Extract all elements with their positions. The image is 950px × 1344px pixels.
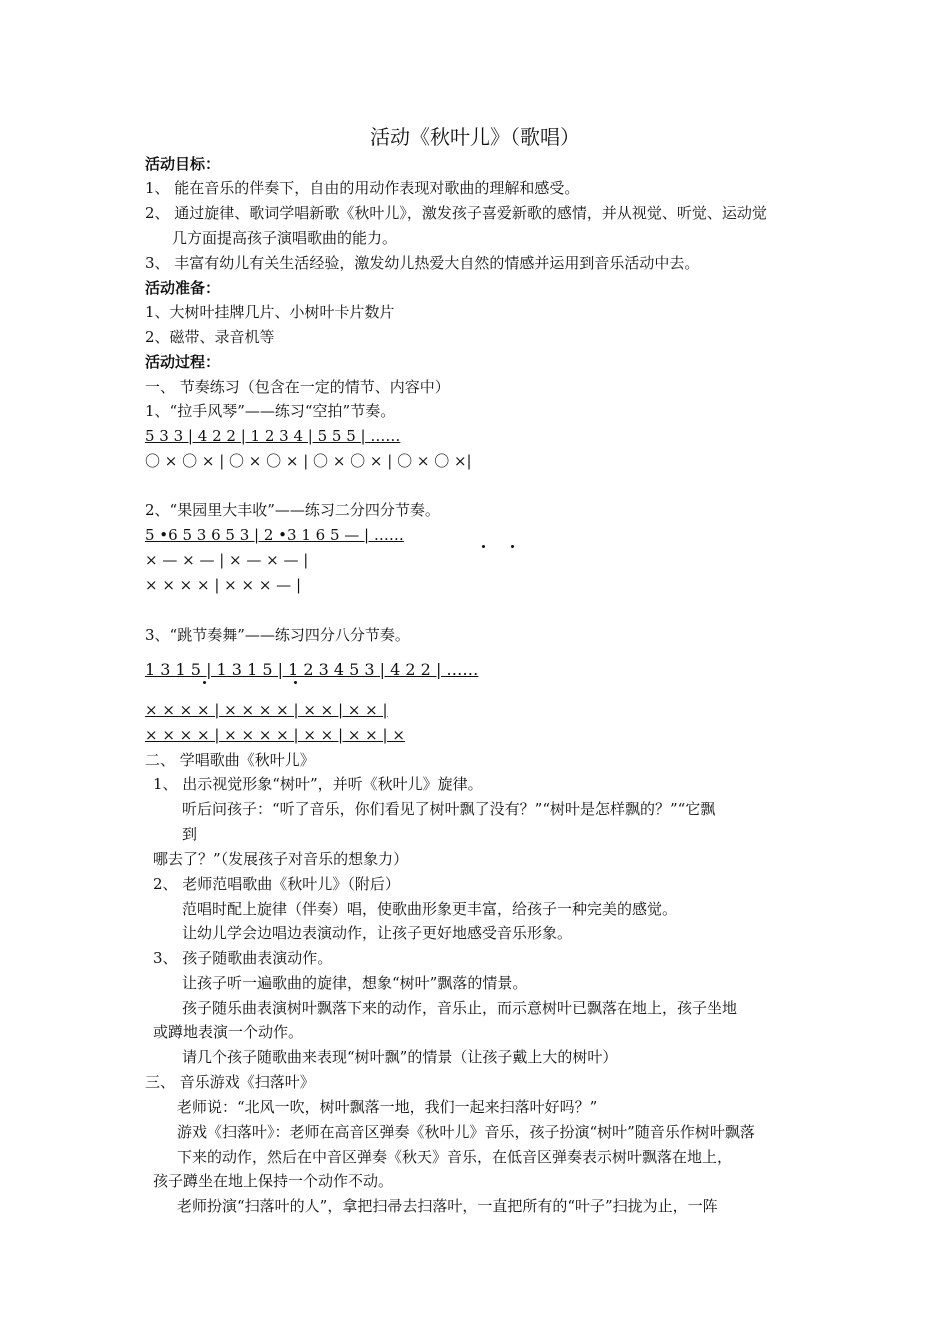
part2-line: 听后问孩子：“听了音乐，你们看见了树叶飘了没有？”“树叶是怎样飘的？”“它飘 (182, 800, 716, 818)
part3-title: 三、 音乐游戏《扫落叶》 (145, 1073, 315, 1091)
part1-title: 一、 节奏练习（包含在一定的情节、内容中） (145, 378, 450, 396)
goal-item-2: 2、 通过旋律、歌词学唱新歌《秋叶儿》，激发孩子喜爱新歌的感情，并从视觉、听觉、运动觉 (145, 204, 767, 222)
exercise2-rhythm-2: × × × × | × × × — | (145, 576, 301, 594)
goal-item-3: 3、 丰富有幼儿有关生活经验，激发幼儿热爱大自然的情感并运用到音乐活动中去。 (145, 254, 700, 272)
process-heading: 活动过程： (145, 353, 221, 371)
exercise1-rhythm: 〇 × 〇 × | 〇 × 〇 × | 〇 × 〇 × | 〇 × 〇 ×| (145, 452, 472, 470)
part2-line: 1、 出示视觉形象“树叶”，并听《秋叶儿》旋律。 (153, 775, 483, 793)
prep-item-2: 2、磁带、录音机等 (145, 328, 275, 346)
exercise1-title: 1、“拉手风琴”——练习“空拍”节奏。 (145, 402, 396, 420)
low-octave-dot (294, 681, 297, 684)
part2-line: 3、 孩子随歌曲表演动作。 (153, 949, 333, 967)
part2-line: 到 (182, 825, 198, 843)
part2-title: 二、 学唱歌曲《秋叶儿》 (145, 751, 315, 769)
prep-heading: 活动准备： (145, 279, 221, 297)
low-octave-dot (511, 545, 514, 548)
part3-line: 游戏《扫落叶》：老师在高音区弹奏《秋叶儿》音乐，孩子扮演“树叶”随音乐作树叶飘落 (177, 1123, 755, 1141)
goals-heading: 活动目标： (145, 155, 221, 173)
exercise3-rhythm-1: × × × × | × × × × | × × | × × | (145, 701, 388, 719)
part2-line: 哪去了？”（发展孩子对音乐的想象力） (153, 850, 409, 868)
part2-line: 2、 老师范唱歌曲《秋叶儿》（附后） (153, 875, 400, 893)
part2-line: 范唱时配上旋律（伴奏）唱，使歌曲形象更丰富，给孩子一种完美的感觉。 (182, 900, 678, 918)
part2-line: 孩子随乐曲表演树叶飘落下来的动作，音乐止，而示意树叶已飘落在地上，孩子坐地 (182, 999, 738, 1017)
goal-item-1: 1、 能在音乐的伴奏下，自由的用动作表现对歌曲的理解和感受。 (145, 179, 580, 197)
page-title: 活动《秋叶儿》（歌唱） (370, 125, 580, 149)
part3-line: 孩子蹲坐在地上保持一个动作不动。 (153, 1172, 394, 1190)
part2-line: 或蹲地表演一个动作。 (153, 1023, 304, 1041)
exercise2-rhythm-1: × — × — | × — × — | (145, 551, 309, 569)
exercise2-title: 2、“果园里大丰收”——练习二分四分节奏。 (145, 501, 440, 519)
part3-line: 下来的动作，然后在中音区弹奏《秋天》音乐，在低音区弹奏表示树叶飘落在地上， (177, 1148, 733, 1166)
exercise3-rhythm-2: × × × × | × × × × | × × | × × | × (145, 726, 405, 744)
goal-item-2-cont: 几方面提高孩子演唱歌曲的能力。 (172, 229, 398, 247)
low-octave-dot (482, 545, 485, 548)
part3-line: 老师扮演“扫落叶的人”，拿把扫帚去扫落叶，一直把所有的“叶子”扫拢为止，一阵 (177, 1197, 718, 1215)
low-octave-dot (203, 681, 206, 684)
exercise3-title: 3、“跳节奏舞”——练习四分八分节奏。 (145, 626, 410, 644)
prep-item-1: 1、大树叶挂牌几片、小树叶卡片数片 (145, 303, 395, 321)
exercise1-melody: 5 3 3 | 4 2 2 | 1 2 3 4 | 5 5 5 | …… (145, 427, 401, 445)
exercise3-melody: 1 3 1 5 | 1 3 1 5 | 1 2 3 4 5 3 | 4 2 2 | …… (145, 660, 479, 679)
part2-line: 让幼儿学会边唱边表演动作，让孩子更好地感受音乐形象。 (182, 924, 573, 942)
part3-line: 老师说：“北风一吹，树叶飘落一地，我们一起来扫落叶好吗？” (177, 1098, 598, 1116)
exercise2-melody: 5 •6 5 3 6 5 3 | 2 •3 1 6 5 — | …… (145, 526, 404, 544)
part2-line: 让孩子听一遍歌曲的旋律，想象“树叶”飘落的情景。 (182, 974, 528, 992)
part2-line: 请几个孩子随歌曲来表现“树叶飘”的情景（让孩子戴上大的树叶） (182, 1048, 618, 1066)
